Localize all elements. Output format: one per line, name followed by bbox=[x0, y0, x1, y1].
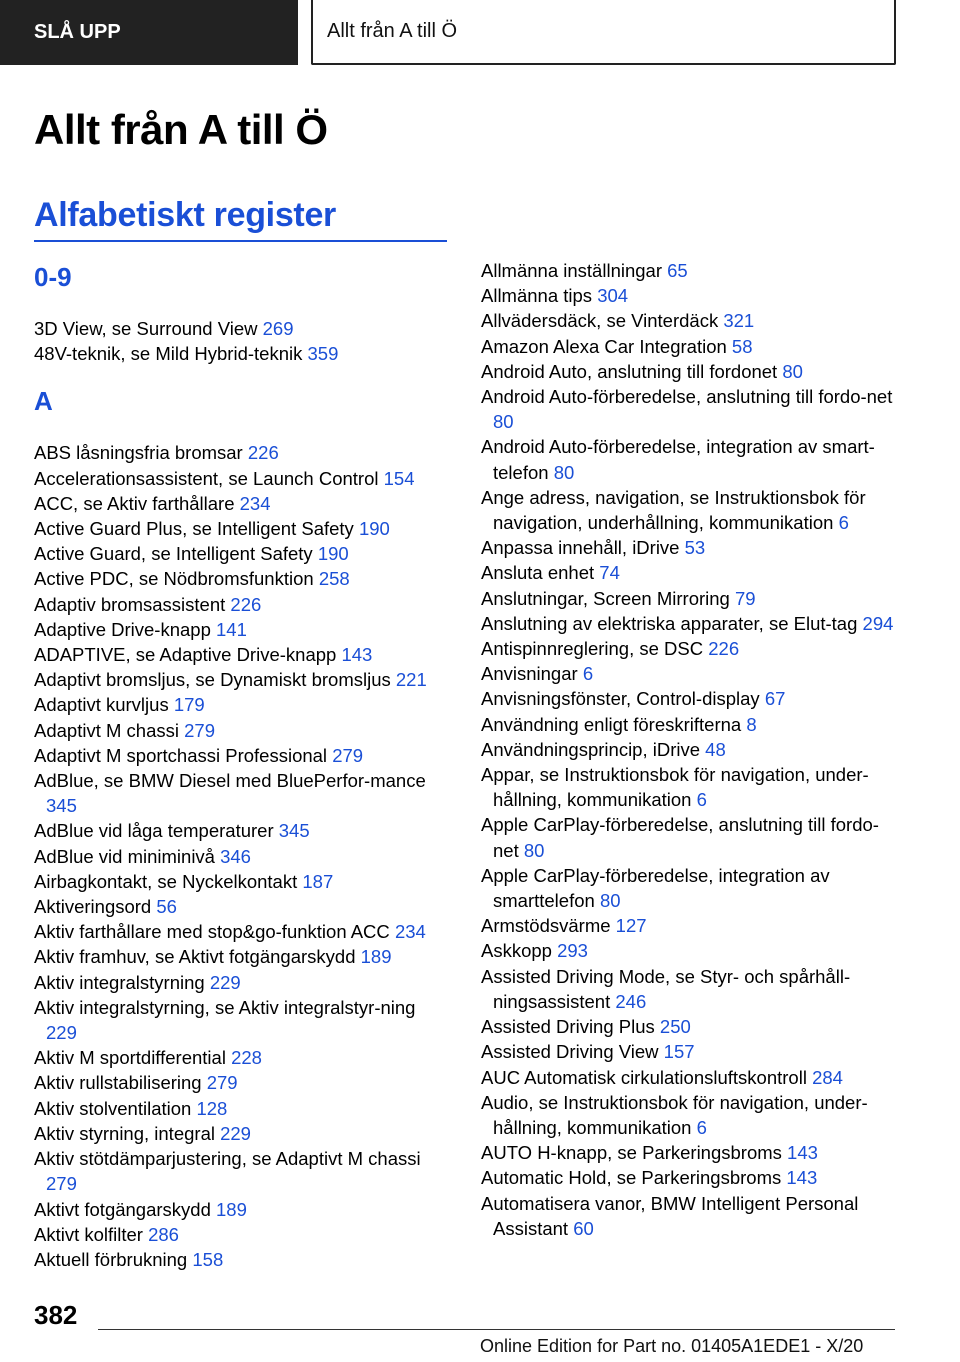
index-page-link[interactable]: 279 bbox=[46, 1173, 77, 1195]
index-entry bbox=[34, 844, 449, 869]
index-entry bbox=[481, 964, 901, 1014]
index-entry bbox=[34, 491, 449, 516]
index-page-link[interactable]: 250 bbox=[659, 1016, 691, 1038]
index-page-link[interactable]: 79 bbox=[734, 587, 756, 609]
index-entry bbox=[34, 768, 449, 818]
index-page-link[interactable]: 221 bbox=[395, 669, 427, 691]
index-entry bbox=[34, 1222, 449, 1247]
index-entry-text: Audio, se Instruktionsbok för navigation, under-hållning, kommunikation bbox=[481, 1091, 868, 1138]
index-entry bbox=[34, 1045, 449, 1070]
index-entry-text: Anslutning av elektriska apparater, se Elut-tag bbox=[481, 612, 858, 634]
index-entry-text: AdBlue, se BMW Diesel med BluePerfor-mance bbox=[34, 770, 426, 792]
index-page-link[interactable]: 229 bbox=[209, 971, 241, 993]
index-entry-text: Active Guard Plus, se Intelligent Safety bbox=[34, 518, 354, 540]
index-page-link[interactable]: 60 bbox=[573, 1217, 594, 1239]
index-page-link[interactable]: 359 bbox=[307, 343, 339, 365]
index-page-link[interactable]: 234 bbox=[239, 492, 271, 514]
index-page-link[interactable]: 293 bbox=[557, 940, 588, 962]
index-page-link[interactable]: 65 bbox=[667, 260, 688, 281]
index-entry bbox=[34, 718, 449, 743]
index-page-link[interactable]: 74 bbox=[599, 562, 620, 584]
index-entry-text: AdBlue vid miniminivå bbox=[34, 845, 215, 867]
index-page-link[interactable]: 226 bbox=[230, 593, 262, 615]
index-entry-text: Adaptivt kurvljus bbox=[34, 694, 169, 716]
index-page-link[interactable]: 143 bbox=[787, 1142, 818, 1164]
index-entry-text: Anvisningar bbox=[481, 663, 578, 685]
index-entry-text: Aktiv integralstyrning bbox=[34, 971, 205, 993]
index-page-link[interactable]: 189 bbox=[360, 946, 392, 968]
index-entry bbox=[481, 938, 901, 963]
index-entry-text: Allvädersdäck, se Vinterdäck bbox=[481, 310, 719, 332]
index-page-link[interactable]: 187 bbox=[302, 870, 334, 892]
index-entry bbox=[34, 743, 449, 768]
index-page-link[interactable]: 279 bbox=[206, 1072, 238, 1094]
index-entry-text: Anslutningar, Screen Mirroring bbox=[481, 587, 730, 609]
index-entry-text: Användning enligt föreskrifterna bbox=[481, 713, 742, 735]
index-entry bbox=[34, 919, 449, 944]
index-page-link[interactable]: 58 bbox=[731, 335, 753, 357]
index-entry bbox=[481, 1039, 901, 1064]
index-page-link[interactable]: 279 bbox=[332, 744, 364, 766]
index-page-link[interactable]: 6 bbox=[696, 1116, 707, 1138]
index-page-link[interactable]: 127 bbox=[615, 915, 647, 937]
index-entry-text: Amazon Alexa Car Integration bbox=[481, 335, 727, 357]
index-entry bbox=[34, 1146, 449, 1196]
index-page-link[interactable]: 6 bbox=[838, 512, 849, 534]
index-entry-text: Aktiv rullstabilisering bbox=[34, 1072, 202, 1094]
index-entry bbox=[34, 541, 449, 566]
index-entry-text: Adaptive Drive-knapp bbox=[34, 618, 211, 640]
index-entry bbox=[481, 258, 901, 283]
index-entry-text: Airbagkontakt, se Nyckelkontakt bbox=[34, 870, 298, 892]
index-entry bbox=[34, 1121, 449, 1146]
index-entry bbox=[481, 661, 901, 686]
index-page-link[interactable]: 226 bbox=[708, 638, 740, 660]
index-entry bbox=[481, 611, 901, 636]
index-entry-text: Askkopp bbox=[481, 940, 552, 962]
back-tab[interactable] bbox=[0, 0, 298, 65]
index-page-link[interactable]: 234 bbox=[394, 921, 426, 943]
index-entry bbox=[34, 516, 449, 541]
index-entry-text: Aktiv integralstyrning, se Aktiv integralstyr-ning bbox=[34, 996, 416, 1018]
index-entry bbox=[481, 636, 901, 661]
index-entry-text: Automatisera vanor, BMW Intelligent Personal Assistant bbox=[481, 1192, 859, 1239]
index-entry bbox=[481, 686, 901, 711]
index-entry-text: Aktiv farthållare med stop&go-funktion ACC bbox=[34, 921, 390, 943]
index-page-link[interactable]: 128 bbox=[196, 1097, 228, 1119]
index-entry bbox=[34, 341, 449, 366]
index-entry-text: ADAPTIVE, se Adaptive Drive-knapp bbox=[34, 644, 337, 666]
index-entry bbox=[481, 1065, 901, 1090]
index-entry bbox=[481, 1090, 901, 1140]
index-entry bbox=[481, 434, 901, 484]
index-page-link[interactable]: 346 bbox=[220, 845, 251, 867]
index-entry-text: Antispinnreglering, se DSC bbox=[481, 638, 704, 660]
section-tab-label: Allt från A till Ö bbox=[327, 20, 458, 42]
index-entry-text: Apple CarPlay-förberedelse, integration av smarttelefon bbox=[481, 864, 830, 912]
index-entry-text: Apple CarPlay-förberedelse, anslutning till fordo-net bbox=[481, 814, 879, 861]
index-column-left bbox=[34, 258, 449, 1272]
index-entry bbox=[481, 334, 901, 359]
index-page-link[interactable]: 8 bbox=[746, 713, 757, 735]
index-entry-text: Adaptivt bromsljus, se Dynamiskt bromsljus bbox=[34, 669, 391, 691]
back-tab-label: SLÅ UPP bbox=[34, 21, 121, 43]
index-entry-text: Aktivt fotgängarskydd bbox=[34, 1198, 211, 1220]
index-entry-text: ABS låsningsfria bromsar bbox=[34, 442, 243, 464]
section-tab bbox=[311, 0, 896, 65]
index-entry-text: Allmänna inställningar bbox=[481, 260, 662, 281]
index-entry bbox=[481, 308, 901, 333]
index-entry bbox=[34, 642, 449, 667]
index-entry bbox=[34, 617, 449, 642]
index-entry bbox=[481, 762, 901, 812]
index-entry bbox=[34, 818, 449, 843]
index-entry bbox=[481, 1165, 901, 1190]
entry-list-a-continued bbox=[481, 258, 901, 1241]
index-entry-text: Active Guard, se Intelligent Safety bbox=[34, 543, 313, 565]
index-entry-text: Accelerationsassistent, se Launch Control bbox=[34, 467, 379, 489]
index-entry bbox=[34, 1247, 449, 1272]
index-entry bbox=[34, 1096, 449, 1121]
index-entry bbox=[34, 894, 449, 919]
footer-rule bbox=[98, 1329, 895, 1330]
page-subtitle: Alfabetiskt register bbox=[34, 196, 336, 234]
index-entry bbox=[481, 560, 901, 585]
index-entry-text: Adaptivt M chassi bbox=[34, 719, 179, 741]
index-entry-text: Ansluta enhet bbox=[481, 562, 595, 584]
index-entry-text: Aktiveringsord bbox=[34, 896, 152, 918]
index-entry bbox=[34, 667, 449, 692]
index-entry bbox=[481, 1014, 901, 1039]
index-entry-text: Adaptivt M sportchassi Professional bbox=[34, 744, 328, 766]
edition-footer: Online Edition for Part no. 01405A1EDE1 - X/20 bbox=[480, 1336, 864, 1356]
index-page-link[interactable]: 158 bbox=[192, 1248, 224, 1270]
index-entry bbox=[481, 384, 901, 434]
index-page-link[interactable]: 246 bbox=[615, 990, 647, 1012]
index-entry-text: Android Auto, anslutning till fordonet bbox=[481, 360, 778, 382]
index-entry-text: Anvisningsfönster, Control-display bbox=[481, 688, 760, 710]
page-title: Allt från A till Ö bbox=[34, 106, 328, 153]
subtitle-rule bbox=[34, 240, 447, 242]
index-entry-text: ACC, se Aktiv farthållare bbox=[34, 492, 235, 514]
section-letter-digits: 0-9 bbox=[34, 262, 72, 292]
index-entry-text: Aktiv M sportdifferential bbox=[34, 1047, 226, 1069]
index-entry bbox=[34, 1197, 449, 1222]
index-entry bbox=[481, 485, 901, 535]
index-entry bbox=[481, 283, 901, 308]
index-entry bbox=[34, 970, 449, 995]
index-entry-text: AdBlue vid låga temperaturer bbox=[34, 820, 274, 842]
index-entry-text: Allmänna tips bbox=[481, 285, 593, 307]
index-page-link[interactable]: 141 bbox=[216, 618, 247, 640]
index-entry-text: Assisted Driving Plus bbox=[481, 1016, 655, 1038]
entry-list-a bbox=[34, 440, 449, 1272]
index-entry-text: Android Auto-förberedelse, anslutning till fordo-net bbox=[481, 386, 893, 408]
index-entry bbox=[34, 440, 449, 465]
index-page-link[interactable]: 189 bbox=[216, 1198, 247, 1220]
index-page-link[interactable]: 294 bbox=[862, 612, 894, 634]
index-page-link[interactable]: 56 bbox=[156, 896, 177, 918]
index-page-link[interactable]: 157 bbox=[663, 1041, 695, 1063]
index-column-right bbox=[481, 258, 901, 1241]
index-page-link[interactable]: 154 bbox=[383, 467, 415, 489]
index-entry bbox=[34, 592, 449, 617]
index-entry bbox=[481, 586, 901, 611]
index-entry bbox=[34, 566, 449, 591]
index-page-link[interactable]: 80 bbox=[493, 411, 514, 433]
index-page-link[interactable]: 284 bbox=[812, 1066, 843, 1088]
index-page-link[interactable]: 321 bbox=[723, 310, 755, 332]
index-entry-text: 48V-teknik, se Mild Hybrid-teknik bbox=[34, 343, 303, 365]
index-page-link[interactable]: 179 bbox=[173, 694, 205, 716]
section-letter-a: A bbox=[34, 386, 53, 417]
index-entry bbox=[481, 737, 901, 762]
index-entry bbox=[481, 712, 901, 737]
index-entry bbox=[481, 913, 901, 938]
index-page-link[interactable]: 6 bbox=[696, 789, 707, 811]
index-page-link[interactable]: 229 bbox=[46, 1022, 77, 1044]
index-page-link[interactable]: 143 bbox=[341, 644, 373, 666]
index-page-link[interactable]: 228 bbox=[231, 1047, 262, 1069]
index-page-link[interactable]: 53 bbox=[684, 537, 706, 559]
index-entry bbox=[481, 359, 901, 384]
index-entry-text: Adaptiv bromsassistent bbox=[34, 593, 226, 615]
index-entry-text: Aktiv stötdämparjustering, se Adaptivt M chassi bbox=[34, 1148, 421, 1170]
index-entry-text: Assisted Driving Mode, se Styr- och spårhåll-ningsassistent bbox=[481, 965, 851, 1012]
index-page-link[interactable]: 80 bbox=[599, 890, 621, 912]
index-entry-text: AUTO H-knapp, se Parkeringsbroms bbox=[481, 1142, 782, 1164]
index-entry bbox=[481, 535, 901, 560]
index-entry-text: Aktiv stolventilation bbox=[34, 1097, 192, 1119]
index-page-link[interactable]: 80 bbox=[782, 360, 803, 382]
index-entry bbox=[481, 863, 901, 913]
index-entry-text: AUC Automatisk cirkulationsluftskontroll bbox=[481, 1066, 807, 1088]
index-entry bbox=[34, 692, 449, 717]
index-page-link[interactable]: 143 bbox=[786, 1167, 818, 1189]
index-page-link[interactable]: 286 bbox=[148, 1223, 179, 1245]
index-entry-text: Android Auto-förberedelse, integration av smart-telefon bbox=[481, 436, 875, 483]
entry-list-digits bbox=[34, 316, 449, 366]
index-entry-text: Appar, se Instruktionsbok för navigation, under-hållning, kommunikation bbox=[481, 764, 869, 811]
index-entry-text: 3D View, se Surround View bbox=[34, 318, 258, 339]
index-page-link[interactable]: 279 bbox=[184, 719, 215, 741]
index-page-link[interactable]: 80 bbox=[553, 461, 575, 483]
index-entry bbox=[481, 812, 901, 862]
index-entry bbox=[481, 1191, 901, 1241]
index-page-link[interactable]: 345 bbox=[278, 820, 310, 842]
index-entry bbox=[34, 944, 449, 969]
index-page-link[interactable]: 6 bbox=[582, 663, 594, 685]
index-page-link[interactable]: 269 bbox=[262, 318, 294, 339]
index-page-link[interactable]: 345 bbox=[46, 795, 77, 817]
index-page-link[interactable]: 190 bbox=[358, 518, 390, 540]
index-entry-text: Aktiv framhuv, se Aktivt fotgängarskydd bbox=[34, 946, 356, 968]
index-entry-text: Active PDC, se Nödbromsfunktion bbox=[34, 568, 314, 590]
index-page-link[interactable]: 67 bbox=[764, 688, 786, 710]
index-entry-text: Automatic Hold, se Parkeringsbroms bbox=[481, 1167, 782, 1189]
index-entry-text: Ange adress, navigation, se Instruktionsbok för navigation, underhållning, kommunikation bbox=[481, 486, 866, 534]
index-entry bbox=[34, 995, 449, 1045]
index-page-link[interactable]: 190 bbox=[317, 543, 349, 565]
index-page-link[interactable]: 258 bbox=[318, 568, 350, 590]
index-page-link[interactable]: 226 bbox=[247, 442, 279, 464]
index-entry bbox=[481, 1140, 901, 1165]
index-entry bbox=[34, 466, 449, 491]
index-page-link[interactable]: 80 bbox=[523, 839, 545, 861]
index-page-link[interactable]: 229 bbox=[220, 1122, 251, 1144]
index-entry-text: Armstödsvärme bbox=[481, 915, 611, 937]
index-entry-text: Anpassa innehåll, iDrive bbox=[481, 537, 680, 559]
index-page-link[interactable]: 304 bbox=[597, 285, 629, 307]
index-entry bbox=[34, 1070, 449, 1095]
index-page-link[interactable]: 48 bbox=[705, 738, 726, 760]
page-number: 382 bbox=[34, 1300, 78, 1330]
index-entry-text: Aktivt kolfilter bbox=[34, 1223, 143, 1245]
index-entry-text: Assisted Driving View bbox=[481, 1041, 659, 1063]
index-entry bbox=[34, 316, 449, 341]
index-entry bbox=[34, 869, 449, 894]
index-entry-text: Aktuell förbrukning bbox=[34, 1248, 188, 1270]
index-entry-text: Aktiv styrning, integral bbox=[34, 1122, 215, 1144]
index-entry-text: Användningsprincip, iDrive bbox=[481, 738, 701, 760]
